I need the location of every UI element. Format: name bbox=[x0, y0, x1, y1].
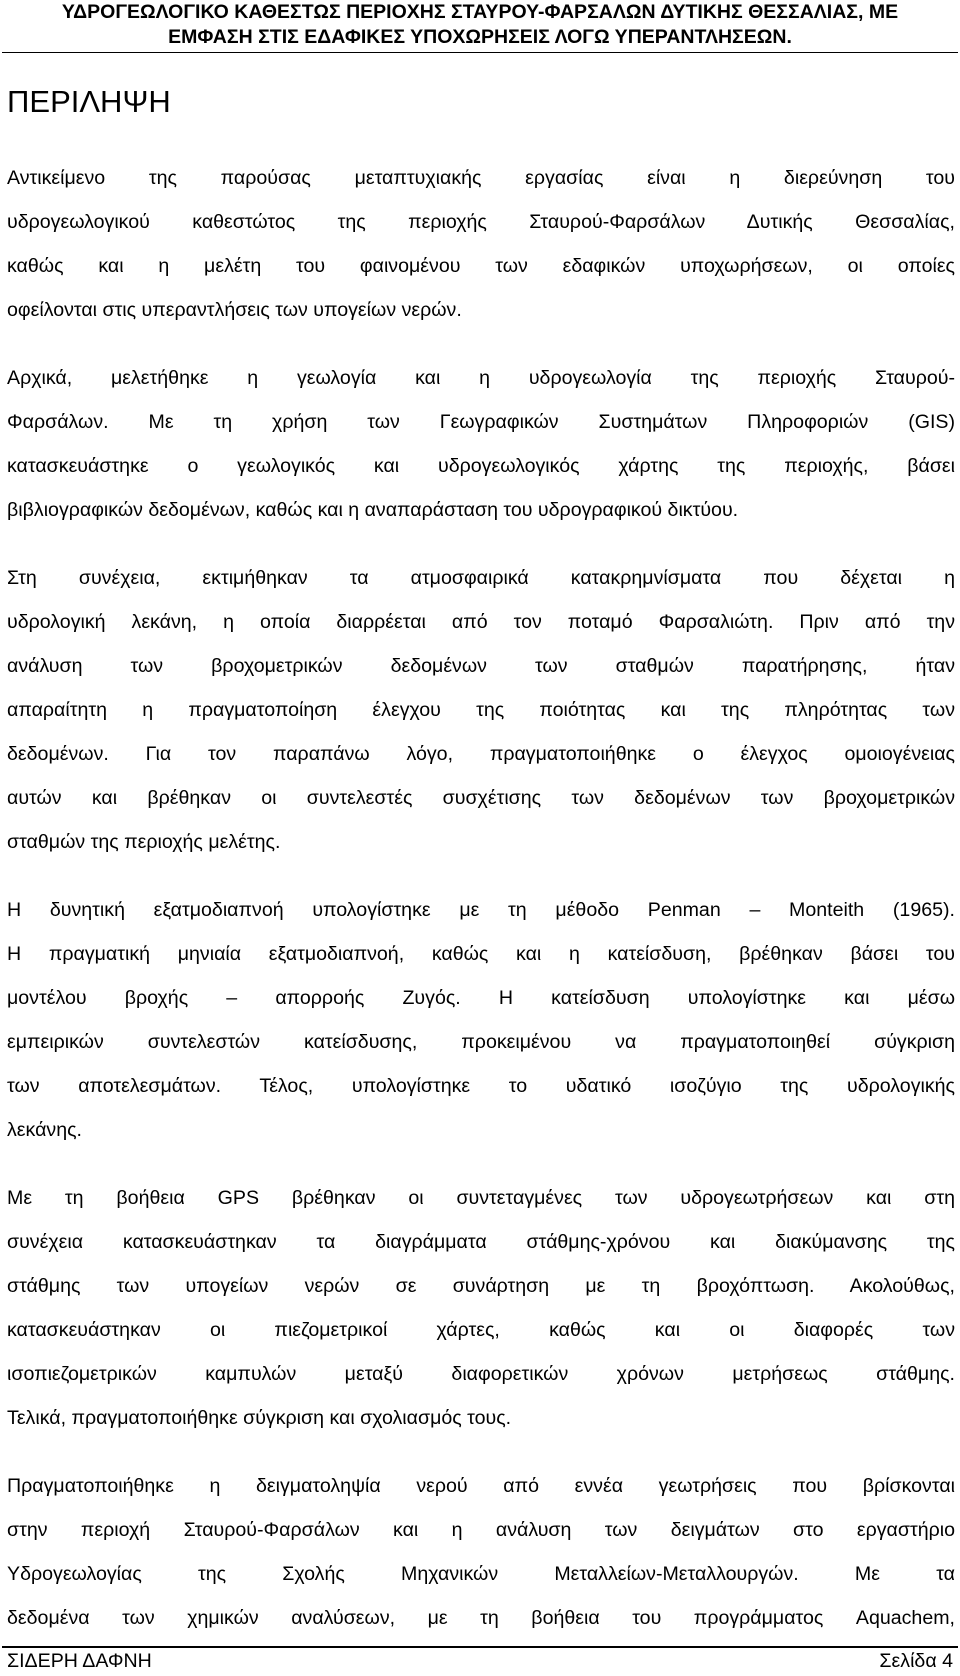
header-rule bbox=[2, 52, 958, 53]
paragraph-line: εμπειρικών συντελεστών κατείσδυσης, προκειμένου να πραγματοποιηθεί σύγκριση bbox=[7, 1031, 955, 1053]
footer-page-number: Σελίδα 4 bbox=[879, 1650, 953, 1672]
paragraph-line: ισοπιεζομετρικών καμπυλών μεταξύ διαφορετικών χρόνων μετρήσεως στάθμης. bbox=[7, 1363, 955, 1385]
paragraph-line: δεδομένων. Για τον παραπάνω λόγο, πραγματοποιήθηκε ο έλεγχος ομοιογένειας bbox=[7, 743, 955, 765]
section-title: ΠΕΡΙΛΗΨΗ bbox=[7, 84, 171, 119]
paragraph-line: των αποτελεσμάτων. Τέλος, υπολογίστηκε το υδατικό ισοζύγιο της υδρολογικής bbox=[7, 1075, 955, 1097]
paragraph-line: οφείλονται στις υπεραντλήσεις των υπογείων νερών. bbox=[7, 299, 462, 321]
paragraph-line: Τελικά, πραγματοποιήθηκε σύγκριση και σχολιασμός τους. bbox=[7, 1407, 512, 1429]
paragraph bbox=[7, 1464, 955, 1640]
paragraph-line: αυτών και βρέθηκαν οι συντελεστές συσχέτισης των δεδομένων των βροχομετρικών bbox=[7, 787, 955, 809]
paragraph-line: σταθμών της περιοχής μελέτης. bbox=[7, 831, 281, 853]
paragraph-line: Πραγματοποιήθηκε η δειγματοληψία νερού από εννέα γεωτρήσεις που βρίσκονται bbox=[7, 1475, 955, 1497]
paragraph-line: Στη συνέχεια, εκτιμήθηκαν τα ατμοσφαιρικά κατακρημνίσματα που δέχεται η bbox=[7, 567, 955, 589]
header-line-1: ΥΔΡΟΓΕΩΛΟΓΙΚΟ ΚΑΘΕΣΤΩΣ ΠΕΡΙΟΧΗΣ ΣΤΑΥΡΟΥ-ΦΑΡΣΑΛΩΝ ΔΥΤΙΚΗΣ ΘΕΣΣΑΛΙΑΣ, ΜΕ bbox=[61, 1, 899, 23]
paragraph-line: κατασκευάστηκαν οι πιεζομετρικοί χάρτες, καθώς και οι διαφορές των bbox=[7, 1319, 955, 1341]
paragraph-line: βιβλιογραφικών δεδομένων, καθώς και η αναπαράσταση του υδρογραφικού δικτύου. bbox=[7, 499, 739, 521]
paragraph-line: μοντέλου βροχής – απορροής Ζυγός. Η κατείσδυση υπολογίστηκε και μέσω bbox=[7, 987, 955, 1009]
paragraph-line: ανάλυση των βροχομετρικών δεδομένων των σταθμών παρατήρησης, ήταν bbox=[7, 655, 955, 677]
paragraph-line: Αντικείμενο της παρούσας μεταπτυχιακής εργασίας είναι η διερεύνηση του bbox=[7, 167, 955, 189]
paragraph-line: λεκάνης. bbox=[7, 1119, 82, 1141]
paragraph-line: Αρχικά, μελετήθηκε η γεωλογία και η υδρογεωλογία της περιοχής Σταυρού- bbox=[7, 367, 955, 389]
paragraph-line: Η πραγματική μηνιαία εξατμοδιαπνοή, καθώς και η κατείσδυση, βρέθηκαν βάσει του bbox=[7, 943, 955, 965]
paragraph-line: Με τη βοήθεια GPS βρέθηκαν οι συντεταγμένες των υδρογεωτρήσεων και στη bbox=[7, 1187, 955, 1209]
paragraph bbox=[7, 1176, 955, 1440]
paragraph-line: κατασκευάστηκε ο γεωλογικός και υδρογεωλογικός χάρτης της περιοχής, βάσει bbox=[7, 455, 955, 477]
paragraph-line: υδρογεωλογικού καθεστώτος της περιοχής Σταυρού-Φαρσάλων Δυτικής Θεσσαλίας, bbox=[7, 211, 955, 233]
paragraph bbox=[7, 356, 955, 532]
running-header bbox=[0, 0, 960, 50]
paragraph-line: Φαρσάλων. Με τη χρήση των Γεωγραφικών Συστημάτων Πληροφοριών (GIS) bbox=[7, 411, 955, 433]
paragraph-line: στάθμης των υπογείων νερών σε συνάρτηση με τη βροχόπτωση. Ακολούθως, bbox=[7, 1275, 955, 1297]
paragraph-line: στην περιοχή Σταυρού-Φαρσάλων και η ανάλυση των δειγμάτων στο εργαστήριο bbox=[7, 1519, 955, 1541]
header-line-2: ΕΜΦΑΣΗ ΣΤΙΣ ΕΔΑΦΙΚΕΣ ΥΠΟΧΩΡΗΣΕΙΣ ΛΟΓΩ ΥΠΕΡΑΝΤΛΗΣΕΩΝ. bbox=[168, 26, 792, 48]
paragraph bbox=[7, 556, 955, 864]
footer-author: ΣΙΔΕΡΗ ΔΑΦΝΗ bbox=[7, 1650, 152, 1672]
paragraph bbox=[7, 156, 955, 332]
abstract-body bbox=[7, 156, 955, 1664]
paragraph-line: δεδομένα των χημικών αναλύσεων, με τη βοήθεια του προγράμματος Aquachem, bbox=[7, 1607, 955, 1629]
paragraph-line: απαραίτητη η πραγματοποίηση έλεγχου της ποιότητας και της πληρότητας των bbox=[7, 699, 955, 721]
paragraph-line: καθώς και η μελέτη του φαινομένου των εδαφικών υποχωρήσεων, οι οποίες bbox=[7, 255, 955, 277]
paragraph-line: συνέχεια κατασκευάστηκαν τα διαγράμματα στάθμης-χρόνου και διακύμανσης της bbox=[7, 1231, 955, 1253]
paragraph-line: υδρολογική λεκάνη, η οποία διαρρέεται από τον ποταμό Φαρσαλιώτη. Πριν από την bbox=[7, 611, 955, 633]
paragraph-line: Υδρογεωλογίας της Σχολής Μηχανικών Μεταλλείων-Μεταλλουργών. Με τα bbox=[7, 1563, 955, 1585]
paragraph-line: Η δυνητική εξατμοδιαπνοή υπολογίστηκε με τη μέθοδο Penman – Monteith (1965). bbox=[7, 899, 955, 921]
paragraph bbox=[7, 888, 955, 1152]
